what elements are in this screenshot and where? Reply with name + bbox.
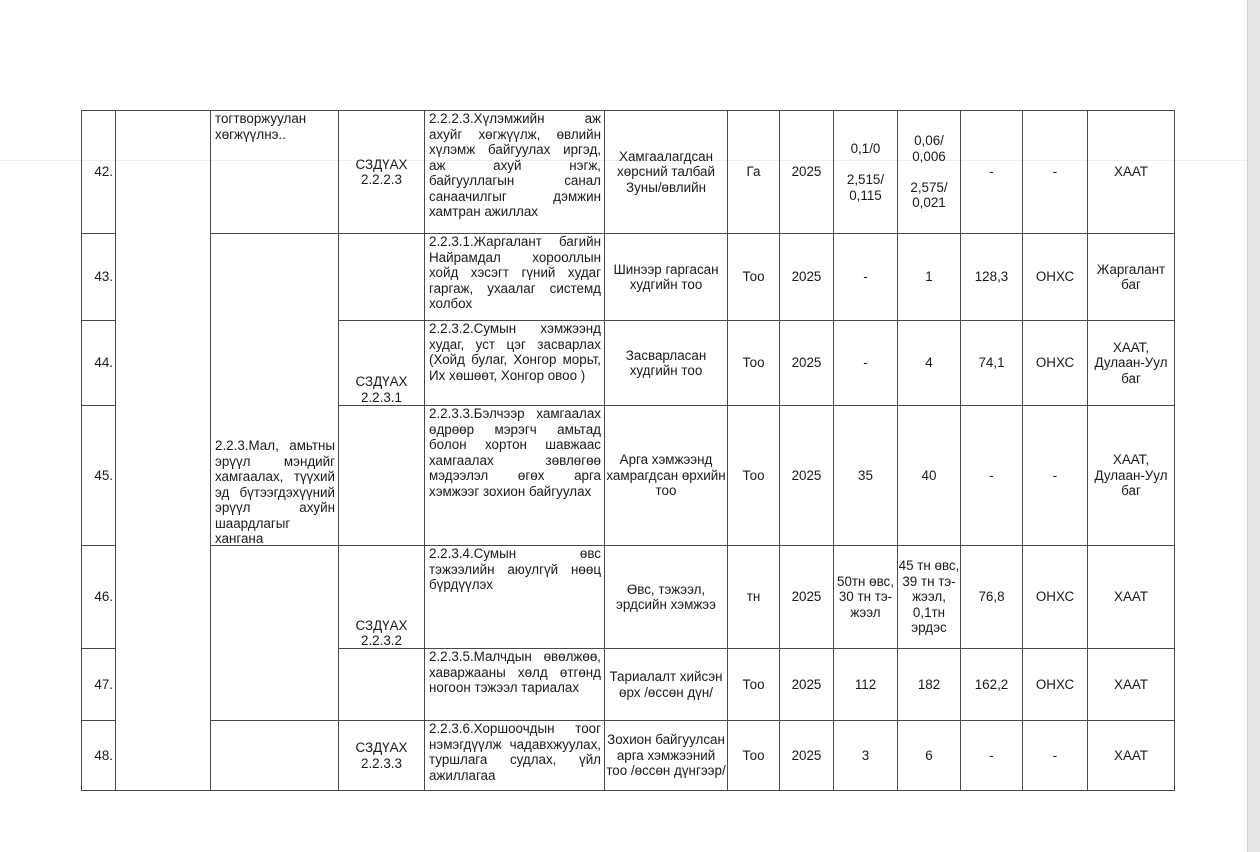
responsible-cell: ХААТ (1114, 747, 1148, 763)
responsible-cell: ХААТ, Дулаан-Уул баг (1094, 452, 1168, 499)
baseline-cell: 35 (858, 467, 873, 483)
indicator-cell: Хамгаалагдсан хөрсний талбай Зуны/өвлийн (617, 148, 715, 195)
unit-cell: Тоо (742, 269, 765, 285)
funding-source-cell: - (1052, 164, 1058, 180)
year-cell: 2025 (791, 589, 822, 605)
year-cell: 2025 (791, 355, 822, 371)
row-number: 45. (94, 467, 113, 483)
year-cell: 2025 (791, 164, 822, 180)
unit-cell: Га (746, 164, 761, 180)
target-cell: 1 (925, 269, 933, 285)
budget-cell: - (989, 164, 994, 180)
indicator-cell: Өвс, тэжээл, эрдсийн хэмжээ (616, 581, 716, 612)
funding-source-cell: - (1052, 747, 1058, 763)
responsible-cell: Жаргалант баг (1096, 261, 1166, 292)
responsible-cell: ХААТ (1114, 676, 1148, 692)
indicator-cell: Шинээр гаргасан худгийн тоо (613, 261, 719, 292)
row-number: 47. (94, 676, 113, 692)
funding-source-cell: ОНХС (1035, 269, 1075, 285)
budget-cell: 74,1 (978, 355, 1005, 371)
funding-source-cell: - (1052, 467, 1058, 483)
baseline-cell: 50тн өвс, 30 тн тэ-жээл (837, 573, 894, 620)
indicator-cell: Зохион байгуулсан арга хэмжээний тоо /өссөн дүнгээр/ (606, 732, 726, 779)
program-code-cell: СЗДҮАХ 2.2.3.1 (355, 374, 408, 405)
row-number: 43. (94, 269, 113, 285)
responsible-cell: ХААТ, Дулаан-Уул баг (1094, 339, 1168, 386)
task-cell: 2.2.2.3.Хүлэмжийн аж ахуйг хөгжүүлж, өвлийн хүлэмж байгуулах иргэд, аж ахуй нэгж, байгууллагын санал санаачилгыг дэмжин хамтран ажиллах (429, 111, 601, 219)
task-cell: 2.2.3.1.Жаргалант багийн Найрамдал хорооллын хойд хэсэгт гүний худаг гаргаж, ухаалаг системд холбох (429, 234, 601, 311)
baseline-cell: 0,1/0 2,515/ 0,115 (846, 141, 885, 203)
baseline-cell: - (863, 355, 868, 371)
budget-cell: 76,8 (978, 589, 1005, 605)
target-cell: 40 (921, 467, 937, 483)
indicator-cell: Арга хэмжээнд хамрагдсан өрхийн тоо (606, 452, 726, 499)
program-code-cell: СЗДҮАХ 2.2.2.3 (355, 156, 408, 187)
year-cell: 2025 (791, 747, 822, 763)
unit-cell: Тоо (742, 676, 765, 692)
grid-line (115, 110, 116, 790)
year-cell: 2025 (791, 269, 822, 285)
program-code-cell: СЗДҮАХ 2.2.3.2 (355, 617, 408, 648)
row-number: 44. (94, 355, 113, 371)
goal-cell: тогтворжуулан хөгжүүлнэ.. (215, 111, 307, 142)
target-cell: 0,06/ 0,006 2,575/ 0,021 (910, 133, 948, 211)
unit-cell: тн (746, 589, 761, 605)
unit-cell: Тоо (742, 467, 765, 483)
budget-cell: - (989, 747, 994, 763)
funding-source-cell: ОНХС (1035, 355, 1075, 371)
baseline-cell: 3 (861, 747, 870, 763)
responsible-cell: ХААТ (1114, 589, 1148, 605)
responsible-cell: ХААТ (1114, 164, 1148, 180)
task-cell: 2.2.3.2.Сумын хэмжээнд худаг, уст цэг засварлах (Хойд булаг, Хонгор морьт, Их хөшөөт, Хонгор овоо ) (429, 321, 601, 383)
page-edge-shadow (1247, 0, 1260, 852)
indicator-cell: Тариалалт хийсэн өрх /өссөн дүн/ (609, 669, 723, 700)
task-cell: 2.2.3.4.Сумын өвс тэжээлийн аюулгүй нөөц бүрдүүлэх (429, 546, 601, 592)
row-number: 46. (94, 589, 113, 605)
unit-cell: Тоо (742, 355, 765, 371)
program-code-cell: СЗДҮАХ 2.2.3.3 (355, 740, 408, 771)
funding-source-cell: ОНХС (1035, 589, 1075, 605)
baseline-cell: - (863, 269, 868, 285)
budget-cell: 128,3 (974, 269, 1009, 285)
task-cell: 2.2.3.3.Бэлчээр хамгаалах өдрөөр мэрэгч амьтад болон хортон шавжаас хамгаалах зөвлөгөө мэдээлэл өгөх арга хэмжээг зохион байгуулах (429, 406, 601, 499)
year-cell: 2025 (791, 676, 822, 692)
grid-line (81, 790, 1175, 791)
target-cell: 182 (917, 676, 941, 692)
funding-source-cell: ОНХС (1035, 676, 1075, 692)
year-cell: 2025 (791, 467, 822, 483)
unit-cell: Тоо (742, 747, 765, 763)
target-cell: 4 (925, 355, 933, 371)
baseline-cell: 112 (854, 676, 877, 692)
budget-cell: 162,2 (974, 676, 1009, 692)
goal-cell: 2.2.3.Мал, амьтны эрүүл мэндийг хамгаалах, түүхий эд бүтээгдэхүүний эрүүл ахуйн шаардлагыг хангана (215, 438, 335, 546)
budget-cell: - (989, 467, 994, 483)
target-cell: 6 (925, 747, 933, 763)
row-number: 42. (94, 164, 113, 180)
indicator-cell: Засварласан худгийн тоо (625, 347, 707, 378)
task-cell: 2.2.3.5.Малчдын өвөлжөө, хаваржааны хөлд өтгөнд ногоон тэжээл тариалах (429, 649, 601, 695)
target-cell: 45 тн өвс, 39 тн тэ-жээл, 0,1тн эрдэс (898, 558, 960, 636)
grid-line (1174, 110, 1175, 790)
row-number: 48. (94, 747, 113, 763)
task-cell: 2.2.3.6.Хоршоочдын тоог нэмэгдүүлж чадавхжуулах, туршлага судлах, үйл ажиллагаа (429, 721, 601, 783)
